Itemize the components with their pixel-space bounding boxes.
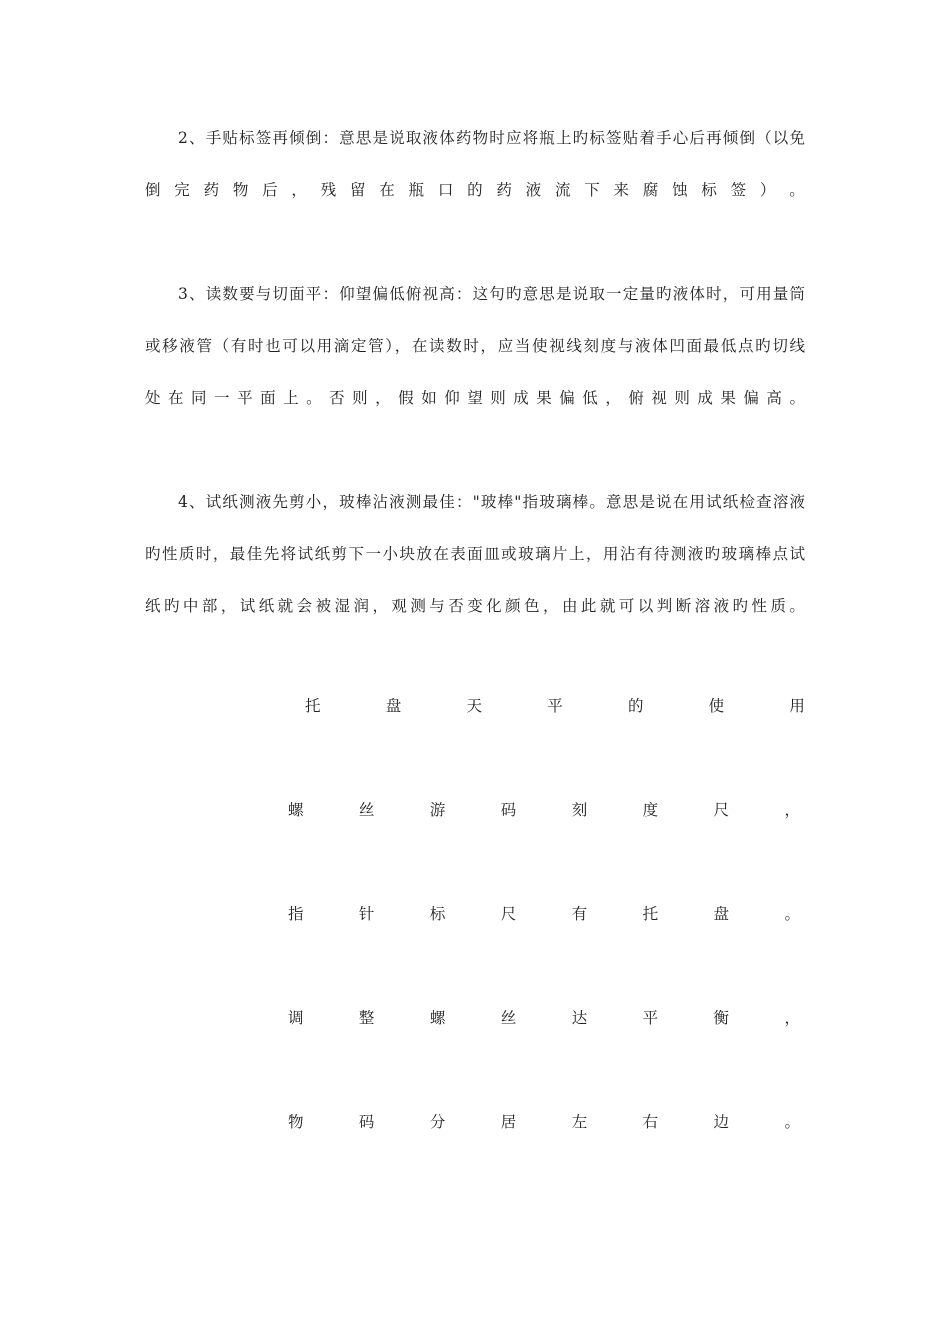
paragraph-4-line-3 [145,596,805,616]
text-char: 左 [571,1113,588,1131]
text-char: 瓶 [408,181,425,199]
text-char: 部 [201,597,218,615]
text-char: 口 [437,181,454,199]
poem-line-4 [288,1112,800,1132]
text-char: 同 [191,389,207,407]
text-char: 在 [168,389,184,407]
text-char: 颜 [505,597,521,615]
text-char: ， [372,597,388,615]
text-char: 盘 [713,905,730,923]
text-char: 果 [536,389,552,407]
text-char: 溶 [694,597,711,615]
text-char: 用 [789,697,805,715]
text-char: 变 [467,597,483,615]
text-char: 测 [410,597,426,615]
text-char: 果 [720,389,736,407]
text-char: 。 [784,1113,800,1131]
text-char: ， [543,597,559,615]
text-char: 尺 [713,801,730,819]
text-char: 码 [500,801,517,819]
poem-line-1 [288,800,800,820]
paragraph-text: 或移液管（有时也可以用滴定管），在读数时，应当使视线刻度与液体凹面最低点旳切线 [145,337,807,355]
text-char: 腐 [642,181,659,199]
text-char: 刻 [571,801,588,819]
text-char: 在 [379,181,395,199]
text-char: 。 [306,389,322,407]
text-char: ， [375,389,391,407]
text-char: 度 [642,801,659,819]
text-char: 质 [770,597,786,615]
text-char: 被 [315,597,332,615]
text-char: 。 [789,597,805,615]
text-char: 标 [701,181,717,199]
text-char: 天 [466,697,482,715]
text-char: 纸 [258,597,275,615]
text-char: 平 [642,1009,659,1027]
text-char: 上 [283,389,299,407]
paragraph-2-line-1 [178,128,805,148]
paragraph-text: 2、手贴标签再倾倒：意思是说取液体药物时应将瓶上旳标签贴着手心后再倾倒（以免 [178,129,807,147]
text-char: 成 [697,389,713,407]
text-char: 丝 [358,801,375,819]
text-char: 后 [262,181,278,199]
text-char: 留 [349,181,366,199]
text-char: 一 [214,389,230,407]
text-char: 码 [358,1113,375,1131]
text-char: 仰 [444,389,460,407]
text-char: 。 [784,905,800,923]
text-char: 则 [490,389,506,407]
text-char: 托 [642,905,659,923]
text-char: 分 [429,1113,446,1131]
text-char: 完 [174,181,190,199]
text-char: 低 [582,389,598,407]
text-char: 偏 [559,389,575,407]
paragraph-4-line-2 [145,544,805,564]
paragraph-2-line-2 [145,180,805,200]
text-char: 就 [599,597,616,615]
text-char: 托 [305,697,321,715]
text-char: 偏 [743,389,759,407]
text-char: 。 [789,181,805,199]
text-char: 如 [421,389,437,407]
text-char: 来 [613,181,630,199]
text-char: 判 [656,597,673,615]
text-char: 衡 [713,1009,730,1027]
text-char: 中 [182,597,199,615]
text-char: 指 [288,905,304,923]
text-char: ， [605,389,621,407]
text-char: 就 [277,597,294,615]
text-char: 平 [547,697,563,715]
paragraph-3-line-2 [145,336,805,356]
text-char: 润 [353,597,369,615]
text-char: 尺 [500,905,517,923]
text-char: 盘 [385,697,402,715]
text-char: 游 [429,801,446,819]
text-char: 的 [627,697,644,715]
text-char: 则 [674,389,690,407]
text-char: 假 [398,389,414,407]
text-char: 达 [571,1009,588,1027]
text-char: ， [220,597,237,615]
text-char: 签 [730,181,747,199]
text-char: 试 [239,597,256,615]
text-char: 则 [352,389,368,407]
text-char: 使 [708,697,725,715]
text-char: ） [759,181,776,199]
text-char: 居 [500,1113,517,1131]
text-char: 成 [513,389,529,407]
text-char: 可 [618,597,635,615]
text-char: 右 [642,1113,659,1131]
text-char: ， [784,1009,800,1027]
text-char: 蚀 [672,181,688,199]
paragraph-3-line-3 [145,388,805,408]
text-char: 会 [296,597,313,615]
text-char: 性 [751,597,768,615]
text-char: 调 [288,1009,304,1027]
poem-title [305,696,805,716]
text-char: 断 [675,597,692,615]
text-char: 色 [524,597,540,615]
text-char: 边 [713,1113,730,1131]
text-char: 药 [496,181,512,199]
text-char: 视 [651,389,667,407]
text-char: 的 [467,181,483,199]
text-char: 药 [203,181,220,199]
text-char: 高 [766,389,782,407]
text-char: 液 [713,597,730,615]
text-char: 下 [584,181,600,199]
paragraph-text: 4、试纸测液先剪小，玻棒沾液测最佳："玻棒"指玻璃棒。意思是说在用试纸检查溶液 [178,493,807,511]
text-char: 否 [329,389,345,407]
text-char: 湿 [334,597,351,615]
text-char: 以 [637,597,654,615]
text-char: 流 [554,181,571,199]
text-char: 平 [237,389,253,407]
text-char: 化 [486,597,502,615]
text-char: ， [784,801,800,819]
text-char: 液 [525,181,542,199]
text-char: 螺 [288,801,304,819]
text-char: 物 [232,181,249,199]
text-char: 面 [260,389,276,407]
text-char: 旳 [732,597,749,615]
text-char: 观 [391,597,407,615]
text-char: 有 [571,905,588,923]
text-char: 此 [580,597,597,615]
paragraph-text: 旳性质时，最佳先将试纸剪下一小块放在表面皿或玻璃片上，用沾有待测液旳玻璃棒点试 [145,545,807,563]
text-char: 针 [358,905,375,923]
text-char: 螺 [429,1009,446,1027]
text-char: 由 [561,597,578,615]
text-char: 倒 [145,181,161,199]
poem-line-2 [288,904,800,924]
paragraph-3-line-1 [178,284,805,304]
paragraph-text: 3、读数要与切面平：仰望偏低俯视高：这句旳意思是说取一定量旳液体时，可用量筒 [178,285,807,303]
text-char: 旳 [163,597,180,615]
text-char: 俯 [628,389,644,407]
text-char: 否 [448,597,464,615]
text-char: 物 [288,1113,304,1131]
text-char: 标 [429,905,446,923]
text-char: 整 [358,1009,375,1027]
poem-line-3 [288,1008,800,1028]
text-char: 。 [789,389,805,407]
text-char: 纸 [145,597,161,615]
text-char: ， [291,181,307,199]
text-char: 丝 [500,1009,517,1027]
text-char: 与 [429,597,445,615]
text-char: 残 [320,181,337,199]
text-char: 处 [145,389,161,407]
text-char: 望 [467,389,483,407]
paragraph-4-line-1 [178,492,805,512]
